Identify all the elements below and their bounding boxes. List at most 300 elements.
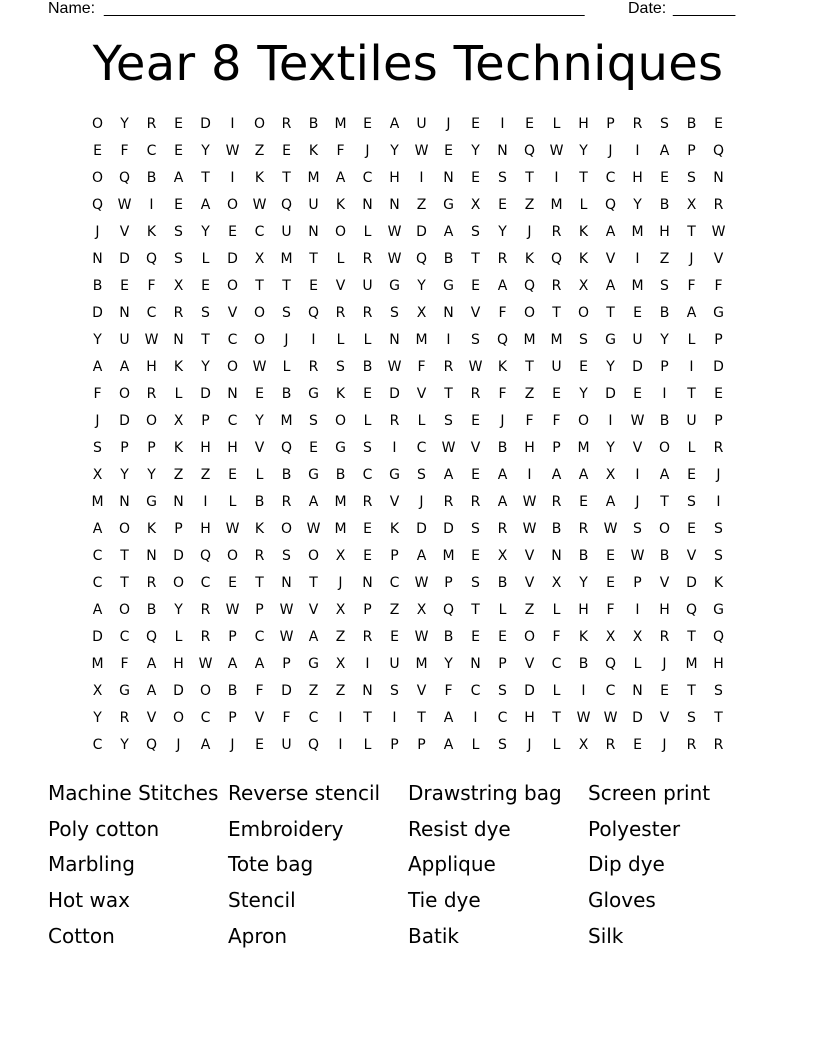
grid-letter[interactable]: J (500, 413, 505, 429)
grid-letter[interactable]: Y (633, 197, 642, 213)
grid-letter[interactable]: K (254, 170, 265, 186)
grid-letter[interactable]: P (120, 440, 129, 456)
grid-letter[interactable]: X (632, 629, 643, 645)
grid-letter[interactable]: E (579, 359, 588, 375)
grid-letter[interactable]: G (308, 386, 319, 402)
grid-letter[interactable]: X (335, 548, 346, 564)
grid-letter[interactable]: U (416, 116, 427, 132)
grid-letter[interactable]: P (417, 737, 426, 753)
grid-letter[interactable]: X (92, 467, 103, 483)
grid-letter[interactable]: A (200, 737, 211, 753)
grid-letter[interactable]: W (711, 224, 726, 240)
grid-letter[interactable]: E (552, 386, 561, 402)
grid-letter[interactable]: L (255, 467, 264, 483)
grid-letter[interactable]: R (389, 413, 400, 429)
grid-letter[interactable]: F (687, 278, 696, 294)
grid-letter[interactable]: P (363, 602, 372, 618)
grid-letter[interactable]: R (200, 629, 211, 645)
grid-letter[interactable]: V (524, 548, 535, 564)
grid-letter[interactable]: C (92, 548, 103, 564)
grid-letter[interactable]: P (687, 143, 696, 159)
grid-letter[interactable]: T (120, 575, 129, 591)
grid-letter[interactable]: H (227, 440, 238, 456)
grid-letter[interactable]: A (443, 467, 454, 483)
grid-letter[interactable]: Q (307, 305, 320, 321)
grid-letter[interactable]: W (225, 521, 240, 537)
grid-letter[interactable]: I (230, 116, 235, 132)
grid-letter[interactable]: R (362, 251, 373, 267)
grid-letter[interactable]: P (147, 440, 156, 456)
grid-letter[interactable]: E (471, 278, 480, 294)
grid-letter[interactable]: D (416, 521, 427, 537)
grid-letter[interactable]: E (687, 521, 696, 537)
grid-letter[interactable]: A (497, 494, 508, 510)
grid-letter[interactable]: B (443, 251, 454, 267)
grid-letter[interactable]: S (282, 548, 291, 564)
grid-letter[interactable]: V (416, 386, 427, 402)
grid-letter[interactable]: K (173, 359, 184, 375)
grid-letter[interactable]: F (120, 143, 129, 159)
grid-letter[interactable]: G (146, 494, 157, 510)
grid-letter[interactable]: I (149, 197, 154, 213)
grid-letter[interactable]: V (389, 494, 400, 510)
grid-letter[interactable]: M (631, 224, 644, 240)
grid-letter[interactable]: S (444, 413, 453, 429)
grid-letter[interactable]: V (335, 278, 346, 294)
grid-letter[interactable]: F (255, 683, 264, 699)
grid-letter[interactable]: S (687, 710, 696, 726)
grid-letter[interactable]: A (578, 467, 589, 483)
grid-letter[interactable]: M (334, 116, 347, 132)
grid-letter[interactable]: D (389, 386, 400, 402)
grid-letter[interactable]: X (173, 413, 184, 429)
grid-letter[interactable]: I (338, 710, 343, 726)
grid-letter[interactable]: T (687, 629, 696, 645)
grid-letter[interactable]: V (524, 656, 535, 672)
grid-letter[interactable]: F (714, 278, 723, 294)
grid-letter[interactable]: A (200, 197, 211, 213)
grid-letter[interactable]: T (525, 359, 534, 375)
grid-letter[interactable]: O (226, 359, 239, 375)
grid-letter[interactable]: E (525, 116, 534, 132)
grid-letter[interactable]: R (659, 629, 670, 645)
grid-letter[interactable]: W (225, 143, 240, 159)
grid-letter[interactable]: O (91, 116, 104, 132)
grid-letter[interactable]: A (605, 494, 616, 510)
grid-letter[interactable]: R (713, 197, 724, 213)
grid-letter[interactable]: M (415, 332, 428, 348)
grid-letter[interactable]: U (389, 656, 400, 672)
grid-letter[interactable]: S (498, 683, 507, 699)
grid-letter[interactable]: Z (200, 467, 211, 483)
grid-letter[interactable]: C (200, 575, 211, 591)
grid-letter[interactable]: K (146, 521, 157, 537)
grid-letter[interactable]: L (687, 440, 696, 456)
grid-letter[interactable]: O (226, 278, 239, 294)
grid-letter[interactable]: O (523, 305, 536, 321)
grid-letter[interactable]: N (119, 494, 130, 510)
grid-letter[interactable]: T (579, 170, 588, 186)
grid-letter[interactable]: C (389, 575, 400, 591)
grid-letter[interactable]: Z (308, 683, 319, 699)
grid-letter[interactable]: A (227, 656, 238, 672)
grid-letter[interactable]: J (284, 332, 289, 348)
grid-letter[interactable]: F (552, 629, 561, 645)
grid-letter[interactable]: I (419, 170, 424, 186)
grid-letter[interactable]: O (577, 305, 590, 321)
grid-letter[interactable]: C (146, 305, 157, 321)
grid-letter[interactable]: E (498, 197, 507, 213)
grid-letter[interactable]: J (95, 224, 100, 240)
grid-letter[interactable]: I (635, 251, 640, 267)
grid-letter[interactable]: R (362, 629, 373, 645)
grid-letter[interactable]: X (551, 575, 562, 591)
grid-letter[interactable]: W (387, 359, 402, 375)
grid-letter[interactable]: Y (120, 737, 129, 753)
grid-letter[interactable]: F (498, 305, 507, 321)
grid-letter[interactable]: L (201, 251, 210, 267)
grid-letter[interactable]: L (633, 656, 642, 672)
grid-letter[interactable]: S (660, 278, 669, 294)
grid-letter[interactable]: E (363, 386, 372, 402)
grid-letter[interactable]: N (173, 332, 184, 348)
grid-letter[interactable]: B (497, 575, 508, 591)
grid-letter[interactable]: R (335, 305, 346, 321)
grid-letter[interactable]: D (632, 359, 643, 375)
grid-letter[interactable]: I (635, 143, 640, 159)
grid-letter[interactable]: A (308, 494, 319, 510)
grid-letter[interactable]: I (554, 170, 559, 186)
grid-letter[interactable]: E (309, 440, 318, 456)
grid-letter[interactable]: W (306, 521, 321, 537)
grid-letter[interactable]: Y (390, 143, 399, 159)
grid-letter[interactable]: V (470, 305, 481, 321)
grid-letter[interactable]: M (523, 332, 536, 348)
grid-letter[interactable]: D (119, 413, 130, 429)
grid-letter[interactable]: V (416, 683, 427, 699)
grid-letter[interactable]: P (714, 413, 723, 429)
grid-letter[interactable]: W (576, 710, 591, 726)
grid-letter[interactable]: O (172, 710, 185, 726)
grid-letter[interactable]: N (119, 305, 130, 321)
grid-letter[interactable]: J (689, 251, 694, 267)
grid-letter[interactable]: R (254, 548, 265, 564)
grid-letter[interactable]: O (226, 197, 239, 213)
grid-letter[interactable]: L (687, 332, 696, 348)
grid-letter[interactable]: S (390, 683, 399, 699)
grid-letter[interactable]: Y (471, 143, 480, 159)
grid-letter[interactable]: I (365, 656, 370, 672)
grid-letter[interactable]: Y (579, 143, 588, 159)
grid-letter[interactable]: I (500, 116, 505, 132)
grid-letter[interactable]: W (279, 602, 294, 618)
grid-letter[interactable]: F (417, 359, 426, 375)
grid-letter[interactable]: L (417, 413, 426, 429)
grid-letter[interactable]: Y (93, 332, 102, 348)
grid-letter[interactable]: Q (91, 197, 104, 213)
grid-letter[interactable]: N (551, 548, 562, 564)
grid-letter[interactable]: W (117, 197, 132, 213)
grid-letter[interactable]: F (336, 143, 345, 159)
grid-letter[interactable]: T (552, 305, 561, 321)
grid-letter[interactable]: W (630, 548, 645, 564)
grid-letter[interactable]: Y (579, 386, 588, 402)
grid-letter[interactable]: V (254, 440, 265, 456)
grid-letter[interactable]: R (713, 737, 724, 753)
grid-letter[interactable]: X (605, 629, 616, 645)
grid-letter[interactable]: E (606, 575, 615, 591)
grid-letter[interactable]: B (227, 683, 238, 699)
grid-letter[interactable]: A (146, 683, 157, 699)
grid-letter[interactable]: D (443, 521, 454, 537)
grid-letter[interactable]: J (176, 737, 181, 753)
grid-letter[interactable]: E (228, 224, 237, 240)
grid-letter[interactable]: V (524, 575, 535, 591)
grid-letter[interactable]: R (146, 386, 157, 402)
grid-letter[interactable]: F (147, 278, 156, 294)
grid-letter[interactable]: Y (606, 359, 615, 375)
grid-letter[interactable]: S (201, 305, 210, 321)
grid-letter[interactable]: U (632, 332, 643, 348)
grid-letter[interactable]: R (281, 116, 292, 132)
grid-letter[interactable]: M (91, 494, 104, 510)
grid-letter[interactable]: I (581, 683, 586, 699)
grid-letter[interactable]: S (579, 332, 588, 348)
grid-letter[interactable]: N (443, 170, 454, 186)
grid-letter[interactable]: L (363, 737, 372, 753)
grid-letter[interactable]: W (387, 251, 402, 267)
grid-letter[interactable]: D (200, 116, 211, 132)
grid-letter[interactable]: V (308, 602, 319, 618)
grid-letter[interactable]: S (174, 224, 183, 240)
grid-letter[interactable]: G (443, 278, 454, 294)
grid-letter[interactable]: O (253, 116, 266, 132)
grid-letter[interactable]: B (362, 359, 373, 375)
grid-letter[interactable]: K (308, 143, 319, 159)
grid-letter[interactable]: U (281, 737, 292, 753)
grid-letter[interactable]: O (172, 575, 185, 591)
grid-letter[interactable]: S (687, 170, 696, 186)
grid-letter[interactable]: E (363, 548, 372, 564)
grid-letter[interactable]: T (471, 602, 480, 618)
grid-letter[interactable]: F (120, 656, 129, 672)
grid-letter[interactable]: J (662, 737, 667, 753)
grid-letter[interactable]: H (173, 656, 184, 672)
grid-letter[interactable]: I (446, 332, 451, 348)
grid-letter[interactable]: I (635, 467, 640, 483)
grid-letter[interactable]: C (254, 224, 265, 240)
grid-letter[interactable]: N (308, 224, 319, 240)
grid-letter[interactable]: H (200, 440, 211, 456)
grid-letter[interactable]: S (498, 170, 507, 186)
grid-letter[interactable]: X (416, 305, 427, 321)
grid-letter[interactable]: B (281, 386, 292, 402)
grid-letter[interactable]: K (713, 575, 724, 591)
grid-letter[interactable]: X (470, 197, 481, 213)
grid-letter[interactable]: W (630, 413, 645, 429)
grid-letter[interactable]: I (716, 494, 721, 510)
grid-letter[interactable]: W (414, 575, 429, 591)
grid-letter[interactable]: Y (255, 413, 264, 429)
grid-letter[interactable]: P (390, 548, 399, 564)
grid-letter[interactable]: L (498, 602, 507, 618)
grid-letter[interactable]: N (497, 143, 508, 159)
grid-letter[interactable]: G (308, 656, 319, 672)
grid-letter[interactable]: P (498, 656, 507, 672)
grid-letter[interactable]: N (389, 197, 400, 213)
grid-letter[interactable]: A (416, 548, 427, 564)
grid-letter[interactable]: Z (173, 467, 184, 483)
grid-letter[interactable]: V (713, 251, 724, 267)
grid-letter[interactable]: H (659, 224, 670, 240)
grid-letter[interactable]: Q (415, 251, 428, 267)
grid-letter[interactable]: R (551, 494, 562, 510)
grid-letter[interactable]: S (660, 116, 669, 132)
grid-letter[interactable]: W (144, 332, 159, 348)
grid-letter[interactable]: I (392, 440, 397, 456)
grid-letter[interactable]: U (551, 359, 562, 375)
grid-letter[interactable]: R (470, 386, 481, 402)
grid-letter[interactable]: L (174, 629, 183, 645)
grid-letter[interactable]: C (551, 656, 562, 672)
grid-letter[interactable]: S (309, 413, 318, 429)
grid-letter[interactable]: T (444, 386, 453, 402)
grid-letter[interactable]: R (713, 440, 724, 456)
grid-letter[interactable]: A (254, 656, 265, 672)
grid-letter[interactable]: F (282, 710, 291, 726)
grid-letter[interactable]: S (714, 683, 723, 699)
grid-letter[interactable]: Q (523, 278, 536, 294)
grid-letter[interactable]: P (255, 602, 264, 618)
grid-letter[interactable]: Q (712, 629, 725, 645)
grid-letter[interactable]: X (497, 548, 508, 564)
grid-letter[interactable]: T (255, 575, 264, 591)
grid-letter[interactable]: D (524, 683, 535, 699)
grid-letter[interactable]: P (282, 656, 291, 672)
grid-letter[interactable]: F (93, 386, 102, 402)
grid-letter[interactable]: P (174, 521, 183, 537)
grid-letter[interactable]: E (498, 629, 507, 645)
grid-letter[interactable]: S (363, 440, 372, 456)
grid-letter[interactable]: E (228, 467, 237, 483)
grid-letter[interactable]: M (334, 521, 347, 537)
grid-letter[interactable]: L (282, 359, 291, 375)
grid-letter[interactable]: W (198, 656, 213, 672)
grid-letter[interactable]: Z (524, 197, 535, 213)
grid-letter[interactable]: K (335, 386, 346, 402)
grid-letter[interactable]: E (255, 386, 264, 402)
grid-letter[interactable]: S (174, 251, 183, 267)
grid-letter[interactable]: R (362, 305, 373, 321)
grid-letter[interactable]: X (578, 278, 589, 294)
grid-letter[interactable]: K (578, 251, 589, 267)
grid-letter[interactable]: A (497, 467, 508, 483)
grid-letter[interactable]: J (95, 413, 100, 429)
grid-letter[interactable]: M (631, 278, 644, 294)
grid-letter[interactable]: O (226, 548, 239, 564)
grid-letter[interactable]: E (390, 629, 399, 645)
grid-letter[interactable]: R (551, 278, 562, 294)
grid-letter[interactable]: O (577, 413, 590, 429)
grid-letter[interactable]: R (146, 116, 157, 132)
grid-letter[interactable]: G (443, 197, 454, 213)
grid-letter[interactable]: J (527, 737, 532, 753)
grid-letter[interactable]: W (252, 359, 267, 375)
grid-letter[interactable]: Z (254, 143, 265, 159)
grid-letter[interactable]: Q (145, 251, 158, 267)
grid-letter[interactable]: E (714, 386, 723, 402)
grid-letter[interactable]: X (605, 467, 616, 483)
grid-letter[interactable]: A (308, 629, 319, 645)
grid-letter[interactable]: A (686, 305, 697, 321)
grid-letter[interactable]: S (633, 521, 642, 537)
grid-letter[interactable]: A (605, 224, 616, 240)
grid-letter[interactable]: C (92, 575, 103, 591)
grid-letter[interactable]: Q (118, 170, 131, 186)
grid-letter[interactable]: S (498, 737, 507, 753)
grid-letter[interactable]: M (307, 170, 320, 186)
grid-letter[interactable]: W (387, 224, 402, 240)
grid-letter[interactable]: H (200, 521, 211, 537)
grid-letter[interactable]: B (146, 170, 157, 186)
grid-letter[interactable]: G (389, 278, 400, 294)
grid-letter[interactable]: P (444, 575, 453, 591)
grid-letter[interactable]: L (363, 224, 372, 240)
date-field-line[interactable]: _______ (673, 0, 736, 17)
grid-letter[interactable]: O (523, 629, 536, 645)
grid-letter[interactable]: C (227, 413, 238, 429)
grid-letter[interactable]: A (497, 278, 508, 294)
grid-letter[interactable]: T (309, 575, 318, 591)
grid-letter[interactable]: Q (145, 737, 158, 753)
grid-letter[interactable]: S (714, 548, 723, 564)
grid-letter[interactable]: Y (93, 710, 102, 726)
grid-letter[interactable]: T (282, 278, 291, 294)
grid-letter[interactable]: O (253, 332, 266, 348)
grid-letter[interactable]: Y (444, 656, 453, 672)
grid-letter[interactable]: L (363, 332, 372, 348)
grid-letter[interactable]: T (201, 170, 210, 186)
grid-letter[interactable]: O (658, 440, 671, 456)
grid-letter[interactable]: E (606, 548, 615, 564)
grid-letter[interactable]: W (468, 359, 483, 375)
grid-letter[interactable]: E (633, 305, 642, 321)
grid-letter[interactable]: B (254, 494, 265, 510)
grid-letter[interactable]: E (660, 683, 669, 699)
grid-letter[interactable]: B (308, 116, 319, 132)
grid-letter[interactable]: G (308, 467, 319, 483)
grid-letter[interactable]: M (415, 656, 428, 672)
name-field-line[interactable]: ______________________________________________________ (104, 0, 585, 17)
grid-letter[interactable]: Q (280, 197, 293, 213)
grid-letter[interactable]: C (254, 629, 265, 645)
grid-letter[interactable]: T (687, 683, 696, 699)
grid-letter[interactable]: C (362, 170, 373, 186)
grid-letter[interactable]: K (173, 440, 184, 456)
grid-letter[interactable]: S (471, 521, 480, 537)
grid-letter[interactable]: T (363, 710, 372, 726)
grid-letter[interactable]: V (119, 224, 130, 240)
grid-letter[interactable]: A (659, 143, 670, 159)
grid-letter[interactable]: L (363, 413, 372, 429)
grid-letter[interactable]: C (308, 710, 319, 726)
grid-letter[interactable]: D (92, 629, 103, 645)
grid-letter[interactable]: S (471, 575, 480, 591)
grid-letter[interactable]: Q (604, 656, 617, 672)
grid-letter[interactable]: Z (335, 683, 346, 699)
grid-letter[interactable]: U (686, 413, 697, 429)
grid-letter[interactable]: B (578, 656, 589, 672)
